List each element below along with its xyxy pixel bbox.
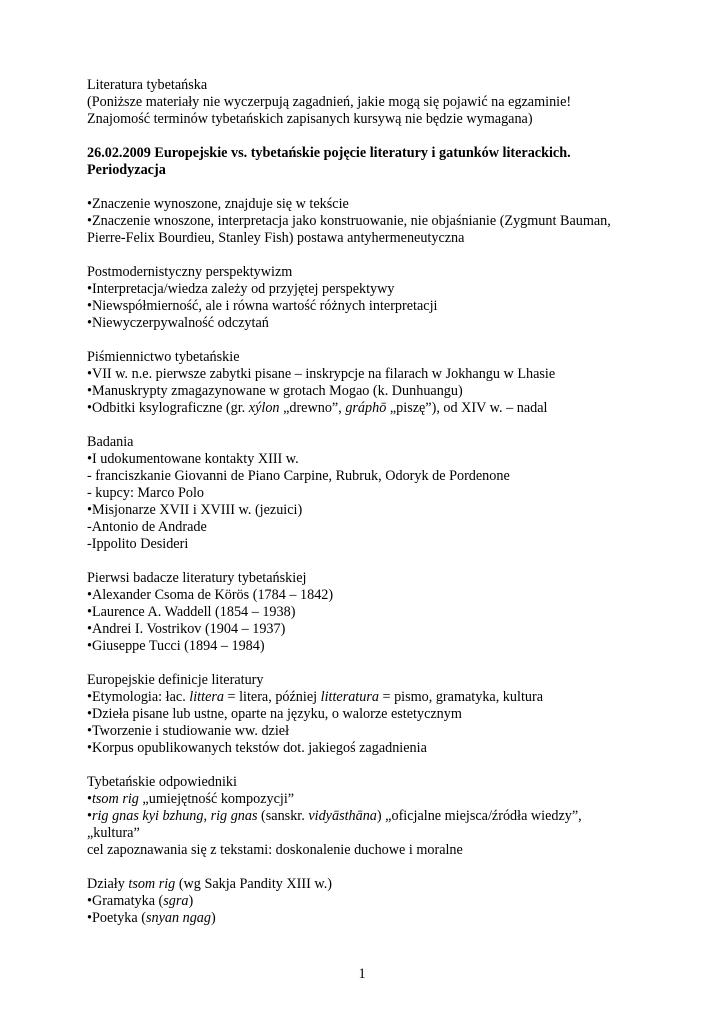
tibetan-term: sgra: [163, 893, 189, 909]
page-number: 1: [358, 966, 366, 982]
list-item: •tsom rig „umiejętność kompozycji”: [87, 791, 295, 807]
tibetan-term: rig gnas: [210, 808, 258, 824]
lecture-heading-line-1: 26.02.2009 Europejskie vs. tybetańskie pojęcie literatury i gatunków literackich.: [87, 145, 571, 161]
tibetan-term: rig gnas kyi bzhung: [91, 808, 204, 824]
list-item: - kupcy: Marco Polo: [87, 485, 205, 501]
list-item: •Alexander Csoma de Körös (1784 – 1842): [87, 587, 334, 603]
list-item: •Poetyka (snyan ngag): [87, 910, 216, 926]
lecture-heading: [87, 145, 684, 179]
section-title: Piśmiennictwo tybetańskie: [87, 349, 240, 365]
document-header: [87, 77, 684, 128]
greek-term: xýlon: [248, 400, 280, 416]
european-definitions-section: [87, 672, 684, 757]
lecture-heading-line-2: Periodyzacja: [87, 162, 166, 178]
list-item: •Gramatyka (sgra): [87, 893, 194, 909]
list-item: •Tworzenie i studiowanie ww. dzieł: [87, 723, 290, 739]
list-item: •Korpus opublikowanych tekstów dot. jakiegoś zagadnienia: [87, 740, 427, 756]
list-item: cel zapoznawania się z tekstami: doskonalenie duchowe i moralne: [87, 842, 463, 858]
list-item: •I udokumentowane kontakty XIII w.: [87, 451, 299, 467]
section-title: Postmodernistyczny perspektywizm: [87, 264, 293, 280]
tibetan-term: tsom rig: [91, 791, 139, 807]
exam-note-line-1: (Poniższe materiały nie wyczerpują zagadnień, jakie mogą się pojawić na egzaminie!: [87, 94, 572, 110]
list-item: •Manuskrypty zmagazynowane w grotach Mogao (k. Dunhuangu): [87, 383, 463, 399]
list-item: •Giuseppe Tucci (1894 – 1984): [87, 638, 265, 654]
postmodern-section: [87, 264, 684, 332]
list-item-continuation: „kultura”: [87, 825, 140, 841]
section-title: Badania: [87, 434, 134, 450]
meaning-section: [87, 196, 684, 247]
list-item: •Niewspółmierność, ale i równa wartość różnych interpretacji: [87, 298, 438, 314]
list-item: -Antonio de Andrade: [87, 519, 207, 535]
section-title: Europejskie definicje literatury: [87, 672, 264, 688]
tibetan-term: tsom rig: [128, 876, 176, 892]
exam-note-line-2: Znajomość terminów tybetańskich zapisanych kursywą nie będzie wymagana): [87, 111, 533, 127]
branches-section: [87, 876, 684, 927]
list-item: •Andrei I. Vostrikov (1904 – 1937): [87, 621, 286, 637]
section-title: Pierwsi badacze literatury tybetańskiej: [87, 570, 307, 586]
greek-term: gráphō: [345, 400, 387, 416]
list-item: •rig gnas kyi bzhung, rig gnas (sanskr. vidyāsthāna) „oficjalne miejsca/źródła wiedzy”,: [87, 808, 582, 824]
scholars-section: [87, 570, 684, 655]
list-item: •Odbitki ksylograficzne (gr. xýlon „drewno”, gráphō „piszę”), od XIV w. – nadal: [87, 400, 548, 416]
list-item: - franciszkanie Giovanni de Piano Carpine, Rubruk, Odoryk de Pordenone: [87, 468, 510, 484]
section-title: Działy tsom rig (wg Sakja Pandity XIII w.): [87, 876, 332, 892]
list-item: •Laurence A. Waddell (1854 – 1938): [87, 604, 296, 620]
list-item: •Misjonarze XVII i XVIII w. (jezuici): [87, 502, 303, 518]
tibetan-equivalents-section: [87, 774, 684, 859]
list-item: •Niewyczerpywalność odczytań: [87, 315, 269, 331]
list-item-continuation: Pierre-Felix Bourdieu, Stanley Fish) postawa antyhermeneutyczna: [87, 230, 465, 246]
tibetan-writing-section: [87, 349, 684, 417]
list-item: •Etymologia: łac. littera = litera, później litteratura = pismo, gramatyka, kultura: [87, 689, 543, 705]
list-item: •VII w. n.e. pierwsze zabytki pisane – inskrypcje na filarach w Jokhangu w Lhasie: [87, 366, 556, 382]
tibetan-term: snyan ngag: [145, 910, 211, 926]
section-title: Tybetańskie odpowiedniki: [87, 774, 237, 790]
list-item: -Ippolito Desideri: [87, 536, 189, 552]
list-item: •Dzieła pisane lub ustne, oparte na języku, o walorze estetycznym: [87, 706, 462, 722]
sanskrit-term: vidyāsthāna: [308, 808, 377, 824]
research-section: [87, 434, 684, 553]
document-title: Literatura tybetańska: [87, 77, 208, 93]
latin-term: littera: [189, 689, 224, 705]
list-item: •Znaczenie wnoszone, interpretacja jako konstruowanie, nie objaśnianie (Zygmunt Bauman,: [87, 213, 611, 229]
latin-term: litteratura: [320, 689, 379, 705]
list-item: •Interpretacja/wiedza zależy od przyjętej perspektywy: [87, 281, 395, 297]
list-item: •Znaczenie wynoszone, znajduje się w tekście: [87, 196, 349, 212]
